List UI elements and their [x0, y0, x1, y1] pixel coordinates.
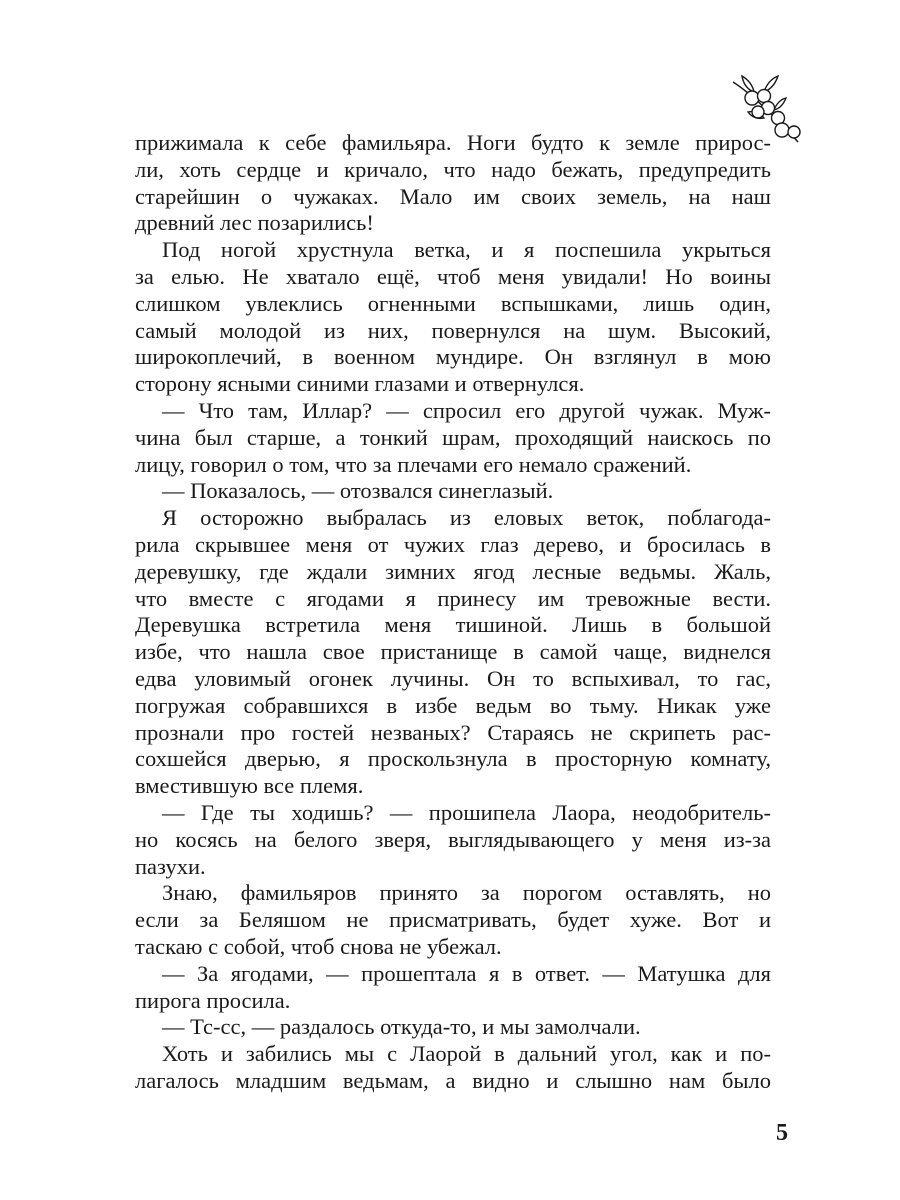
text-line: прознали про гостей незваных? Стараясь не скрипеть рас- [135, 719, 771, 745]
text-line: — Что там, Иллар? — спросил его другой чужак. Муж- [162, 397, 771, 423]
body-text [135, 130, 771, 1095]
text-line: едва уловимый огонек лучины. Он то вспыхивал, то гас, [135, 665, 771, 691]
text-line: вместившую все племя. [135, 773, 364, 799]
text-line: пазухи. [135, 853, 206, 879]
text-line: сохшейся дверью, я проскользнула в просторную комнату, [135, 746, 771, 772]
text-line: погружая собравшихся в избе ведьм во тьму. Никак уже [135, 692, 771, 718]
text-line: но косясь на белого зверя, выглядывающего у меня из-за [135, 826, 771, 852]
page-number: 5 [776, 1120, 788, 1146]
text-line: сторону ясными синими глазами и отвернулся. [135, 371, 585, 397]
text-line: древний лес позарились! [135, 210, 374, 236]
text-line: лицу, говорил о том, что за плечами его немало сражений. [135, 451, 692, 477]
text-line: — За ягодами, — прошептала я в ответ. — Матушка для [162, 960, 771, 986]
text-line: лагалось младшим ведьмам, а видно и слышно нам было [135, 1067, 771, 1093]
text-line: рила скрывшее меня от чужих глаз дерево, и бросилась в [135, 531, 771, 557]
text-line: деревушку, где ждали зимних ягод лесные ведьмы. Жаль, [135, 558, 771, 584]
text-line: таскаю с собой, чтоб снова не убежал. [135, 933, 502, 959]
text-line: что вместе с ягодами я принесу им тревожные вести. [135, 585, 771, 611]
text-line: — Где ты ходишь? — прошипела Лаора, неодобритель- [162, 799, 771, 825]
text-line: пирога просила. [135, 987, 291, 1013]
text-line: Я осторожно выбралась из еловых веток, поблагода- [162, 505, 771, 531]
text-line: за елью. Не хватало ещё, чтоб меня увидали! Но воины [135, 263, 771, 289]
text-line: Под ногой хрустнула ветка, и я поспешила укрыться [162, 237, 771, 263]
text-line: Деревушка встретила меня тишиной. Лишь в большой [135, 612, 771, 638]
text-line: Знаю, фамильяров принято за порогом оставлять, но [162, 880, 771, 906]
text-line: чина был старше, а тонкий шрам, проходящий наискось по [135, 424, 771, 450]
text-line: широкоплечий, в военном мундире. Он взглянул в мою [135, 344, 771, 370]
text-line: — Показалось, — отозвался синеглазый. [162, 478, 554, 504]
text-line: самый молодой из них, повернулся на шум. Высокий, [135, 317, 771, 343]
text-line: ли, хоть сердце и кричало, что надо бежать, предупредить [135, 156, 771, 182]
text-line: — Тс-сс, — раздалось откуда-то, и мы замолчали. [162, 1014, 641, 1040]
text-line: старейшин о чужаках. Мало им своих земель, на наш [135, 183, 771, 209]
text-line: Хоть и забились мы с Лаорой в дальний угол, как и по- [162, 1041, 771, 1067]
text-line: избе, что нашла свое пристанище в самой чаще, виднелся [135, 639, 771, 665]
text-line: если за Беляшом не присматривать, будет хуже. Вот и [135, 907, 771, 933]
text-line: прижимала к себе фамильяра. Ноги будто к земле прирос- [135, 130, 771, 155]
text-line: слишком увлеклись огненными вспышками, лишь один, [135, 290, 771, 316]
